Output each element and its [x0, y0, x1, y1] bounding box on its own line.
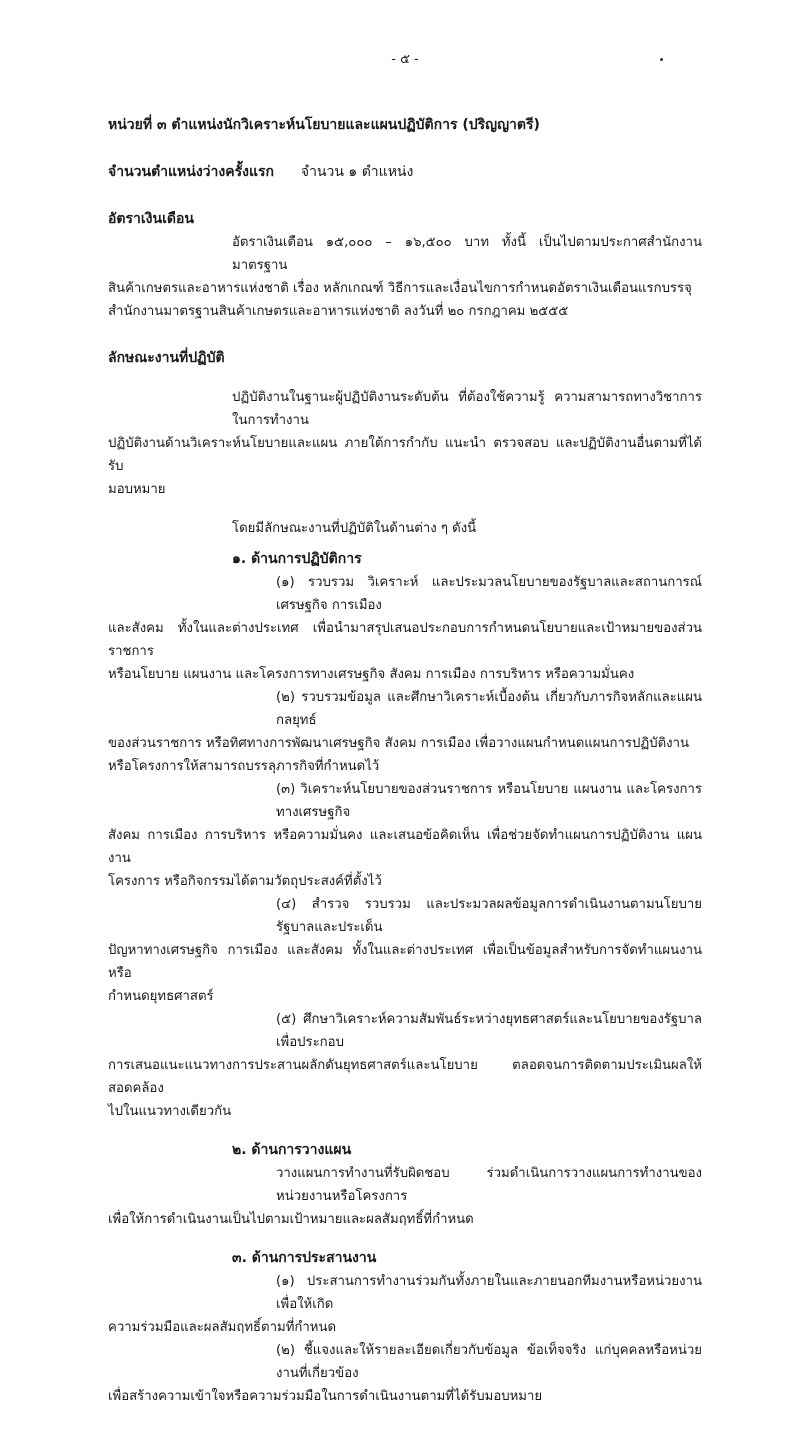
item-line: การเสนอแนะแนวทางการประสานผลักดันยุทธศาสตร์และนโยบาย ตลอดจนการติดตามประเมินผลให้สอดคล้อง: [108, 1058, 702, 1096]
salary-line: สินค้าเกษตรและอาหารแห่งชาติ เรื่อง หลักเกณฑ์ วิธีการและเงื่อนไขการกำหนดอัตราเงินเดือนแรกบรรจุ: [108, 281, 692, 296]
item-line: (๑) ประสานการทำงานร่วมกันทั้งภายในและภายนอกทีมงานหรือหน่วยงาน เพื่อให้เกิด: [276, 1274, 702, 1312]
item-line: (๕) ศึกษาวิเคราะห์ความสัมพันธ์ระหว่างยุทธศาสตร์และนโยบายของรัฐบาล เพื่อประกอบ: [276, 1012, 702, 1050]
vacancy-label: จำนวนตำแหน่งว่างครั้งแรก: [108, 164, 274, 180]
item-line: (๔) สำรวจ รวบรวม และประมวลผลข้อมูลการดำเนินงานตามนโยบายรัฐบาลและประเด็น: [276, 897, 702, 935]
salary-line: อัตราเงินเดือน ๑๕,๐๐๐ – ๑๖,๕๐๐ บาท ทั้งนี้ เป็นไปตามประกาศสำนักงานมาตรฐาน: [232, 235, 702, 273]
section-title: ๓. ด้านการประสานงาน: [232, 1250, 377, 1266]
item-line: สังคม การเมือง การบริหาร หรือความมั่นคง และเสนอข้อคิดเห็น เพื่อช่วยจัดทำแผนการปฏิบัติงาน แผนงาน: [108, 828, 702, 866]
vacancy-line: [108, 161, 702, 184]
item-line: (๒) รวบรวมข้อมูล และศึกษาวิเคราะห์เบื้องต้น เกี่ยวกับภารกิจหลักและแผนกลยุทธ์: [276, 690, 702, 728]
item-line: เพื่อให้การดำเนินงานเป็นไปตามเป้าหมายและผลสัมฤทธิ์ที่กำหนด: [108, 1212, 474, 1227]
duties-heading: ลักษณะงานที่ปฏิบัติ: [108, 350, 225, 366]
item-line: (๑) รวบรวม วิเคราะห์ และประมวลนโยบายของรัฐบาลและสถานการณ์เศรษฐกิจ การเมือง: [276, 575, 702, 613]
salary-line: สำนักงานมาตรฐานสินค้าเกษตรและอาหารแห่งชาติ ลงวันที่ ๒๐ กรกฎาคม ๒๕๕๕: [108, 304, 569, 319]
item-line: โครงการ หรือกิจกรรมได้ตามวัตถุประสงค์ที่ตั้งไว้: [108, 874, 382, 889]
duties-lead: โดยมีลักษณะงานที่ปฏิบัติในด้านต่าง ๆ ดังนี้: [232, 521, 477, 536]
item-line: หรือนโยบาย แผนงาน และโครงการทางเศรษฐกิจ สังคม การเมือง การบริหาร หรือความมั่นคง: [108, 667, 635, 682]
salary-heading: อัตราเงินเดือน: [108, 211, 194, 227]
unit-heading: หน่วยที่ ๓ ตำแหน่งนักวิเคราะห์นโยบายและแผนปฏิบัติการ (ปริญญาตรี): [108, 117, 540, 133]
duties-intro-line: ปฏิบัติงานด้านวิเคราะห์นโยบายและแผน ภายใต้การกำกับ แนะนำ ตรวจสอบ และปฏิบัติงานอื่นตามที่ได้รับ: [108, 436, 702, 474]
duties-intro-line: ปฏิบัติงานในฐานะผู้ปฏิบัติงานระดับต้น ที่ต้องใช้ความรู้ ความสามารถทางวิชาการในการทำงาน: [232, 390, 702, 428]
item-line: (๒) ชี้แจงและให้รายละเอียดเกี่ยวกับข้อมูล ข้อเท็จจริง แก่บุคคลหรือหน่วยงานที่เกี่ยวข้อง: [276, 1343, 702, 1381]
section-title: ๒. ด้านการวางแผน: [232, 1142, 352, 1158]
item-line: เพื่อสร้างความเข้าใจหรือความร่วมมือในการดำเนินงานตามที่ได้รับมอบหมาย: [108, 1389, 543, 1404]
section-title: ๑. ด้านการปฏิบัติการ: [232, 551, 362, 567]
item-line: ปัญหาทางเศรษฐกิจ การเมือง และสังคม ทั้งในและต่างประเทศ เพื่อเป็นข้อมูลสำหรับการจัดทำแผนงาน หรือ: [108, 943, 702, 981]
scan-speck: [660, 58, 663, 61]
vacancy-value: จำนวน ๑ ตำแหน่ง: [300, 164, 414, 180]
item-line: วางแผนการทำงานที่รับผิดชอบ ร่วมดำเนินการวางแผนการทำงานของหน่วยงานหรือโครงการ: [276, 1166, 702, 1204]
duties-intro-line: มอบหมาย: [108, 482, 166, 497]
item-line: กำหนดยุทธศาสตร์: [108, 989, 214, 1004]
page-number: - ๕ -: [391, 52, 419, 67]
item-line: ความร่วมมือและผลสัมฤทธิ์ตามที่กำหนด: [108, 1320, 337, 1335]
item-line: (๓) วิเคราะห์นโยบายของส่วนราชการ หรือนโยบาย แผนงาน และโครงการทางเศรษฐกิจ: [276, 782, 702, 820]
item-line: และสังคม ทั้งในและต่างประเทศ เพื่อนำมาสรุปเสนอประกอบการกำหนดนโยบายและเป้าหมายของส่วนราชการ: [108, 621, 702, 659]
item-line: ไปในแนวทางเดียวกัน: [108, 1104, 232, 1119]
item-line: หรือโครงการให้สามารถบรรลุภารกิจที่กำหนดไว้: [108, 759, 380, 774]
item-line: ของส่วนราชการ หรือทิศทางการพัฒนาเศรษฐกิจ สังคม การเมือง เพื่อวางแผนกำหนดแผนการปฏิบัติงาน: [108, 736, 690, 751]
